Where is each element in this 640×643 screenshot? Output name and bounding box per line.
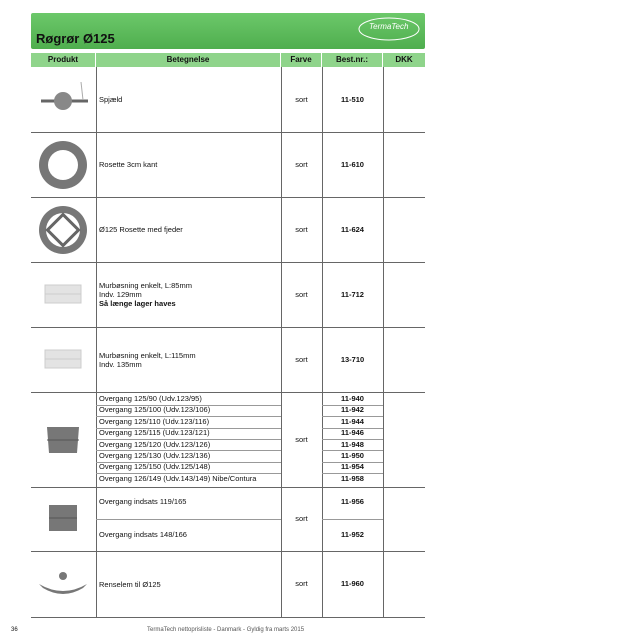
product-desc: Ø125 Rosette med fjeder (99, 225, 183, 234)
order-number: 11-960 (341, 579, 364, 588)
product-color: sort (295, 434, 308, 444)
sub-divider (96, 428, 281, 429)
product-desc: Overgang indsats 148/166 (99, 530, 187, 539)
product-image (33, 564, 93, 609)
sub-divider (322, 519, 383, 520)
sub-divider (96, 519, 281, 520)
product-desc: Rosette 3cm kant (99, 160, 158, 169)
sub-divider (322, 462, 383, 463)
product-desc: Overgang 125/120 (Udv.123/126) (99, 439, 211, 449)
page-title: Røgrør Ø125 (36, 31, 115, 46)
row-divider (31, 487, 425, 488)
row-divider (31, 327, 425, 328)
sub-divider (96, 473, 281, 474)
product-desc: Overgang 125/150 (Udv.125/148) (99, 462, 211, 472)
product-image (33, 70, 93, 135)
product-color: sort (295, 224, 308, 234)
product-desc: Overgang 125/100 (Udv.123/106) (99, 405, 211, 415)
order-number: 11-952 (341, 530, 364, 539)
order-number: 11-610 (341, 159, 364, 169)
product-color: sort (295, 94, 308, 104)
order-number: 11-946 (341, 428, 364, 438)
column-headers (31, 53, 425, 67)
order-number: 13-710 (340, 354, 365, 364)
product-desc: Overgang 126/149 (Udv.143/149) Nibe/Contura (99, 473, 257, 483)
product-desc: Spjæld (99, 95, 123, 104)
col-produkt: Produkt (31, 53, 96, 67)
sub-divider (96, 439, 281, 440)
order-number: 11-624 (341, 224, 364, 234)
product-color: sort (295, 579, 308, 588)
sub-divider (322, 450, 383, 451)
termatech-logo: TermaTech (357, 16, 421, 42)
product-desc: Overgang 125/115 (Udv.123/121) (99, 428, 210, 438)
product-desc: Så længe lager haves (99, 299, 176, 308)
product-desc: Murbøsning enkelt, L:115mm (99, 350, 196, 360)
order-number: 11-950 (341, 450, 364, 460)
product-image (33, 135, 93, 200)
product-color: sort (295, 514, 308, 523)
product-desc: Overgang 125/110 (Udv.123/116) (99, 416, 210, 426)
product-desc: Indv. 129mm (99, 290, 142, 299)
sub-divider (322, 428, 383, 429)
product-image (33, 489, 93, 554)
product-color: sort (295, 289, 308, 299)
product-color: sort (295, 159, 308, 169)
product-desc: Overgang 125/130 (Udv.123/136) (99, 450, 211, 460)
sub-divider (322, 405, 383, 406)
column-divider (383, 67, 384, 617)
product-image (33, 340, 93, 385)
col-bestnr: Best.nr.: (322, 53, 383, 67)
column-divider (96, 67, 97, 617)
order-number: 11-954 (341, 462, 364, 472)
sub-divider (96, 405, 281, 406)
col-betegnelse: Betegnelse (96, 53, 281, 67)
product-color: sort (295, 354, 308, 364)
product-desc: Renselem til Ø125 (99, 579, 161, 589)
sub-divider (322, 439, 383, 440)
order-number: 11-942 (341, 405, 364, 415)
sub-divider (96, 416, 281, 417)
sub-divider (322, 473, 383, 474)
order-number: 11-958 (341, 473, 364, 483)
sub-divider (96, 462, 281, 463)
product-image (33, 200, 93, 265)
product-image (33, 275, 93, 320)
product-desc: Overgang 125/90 (Udv.123/95) (99, 394, 202, 403)
product-desc: Murbøsning enkelt, L:85mm (99, 281, 192, 290)
order-number: 11-510 (341, 94, 364, 104)
footer-text: TermaTech nettoprisliste - Danmark - Gyldig fra marts 2015 (147, 627, 305, 633)
order-number: 11-940 (341, 394, 364, 403)
col-dkk: DKK (383, 53, 425, 67)
order-number: 11-956 (341, 497, 364, 506)
page-number: 36 (11, 627, 18, 633)
product-image (33, 405, 93, 480)
order-number: 11-712 (341, 289, 364, 299)
row-divider (31, 392, 425, 393)
column-divider (281, 67, 282, 617)
order-number: 11-948 (341, 439, 364, 449)
product-desc: Indv. 135mm (99, 359, 142, 369)
sub-divider (322, 416, 383, 417)
col-farve: Farve (281, 53, 322, 67)
header-bar (31, 13, 425, 49)
order-number: 11-944 (341, 416, 364, 426)
sub-divider (96, 450, 281, 451)
row-divider (31, 617, 425, 618)
product-desc: Overgang indsats 119/165 (99, 497, 187, 506)
